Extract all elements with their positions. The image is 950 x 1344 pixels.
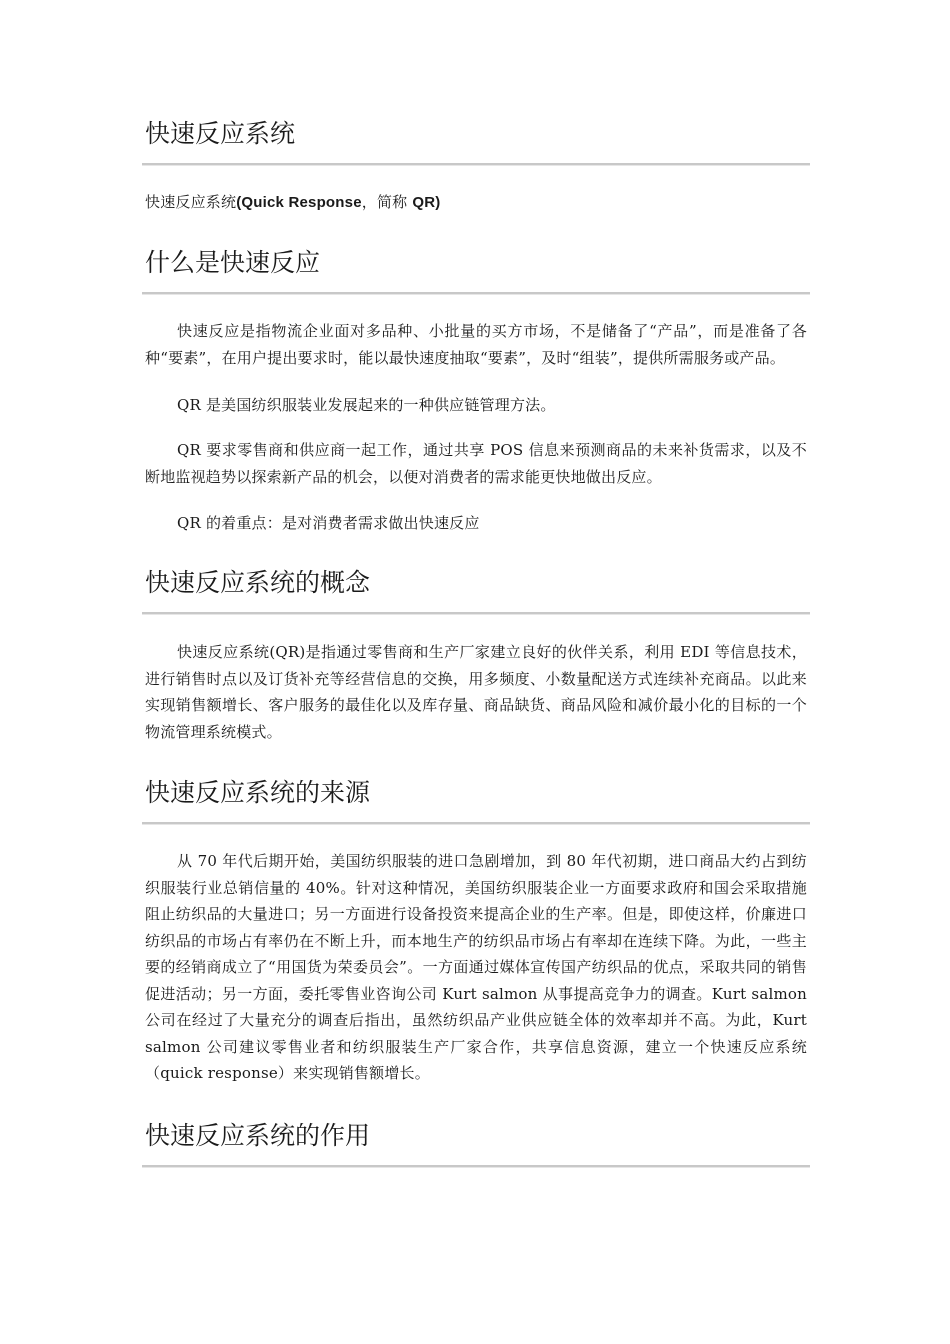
- section-heading-role: 快速反应系统的作用: [145, 1121, 371, 1150]
- paragraph: QR 要求零售商和供应商一起工作，通过共享 POS 信息来预测商品的未来补货需求，以及不断地监视趋势以探索新产品的机会，以便对消费者的需求能更快地做出反应。: [145, 441, 807, 486]
- section-divider: [142, 1165, 810, 1168]
- section-heading-origin: 快速反应系统的来源: [145, 778, 371, 807]
- title-divider: [142, 163, 810, 166]
- paragraph: QR 是美国纺织服装业发展起来的一种供应链管理方法。: [177, 396, 556, 414]
- paragraph: 快速反应是指物流企业面对多品种、小批量的买方市场，不是储备了“产品”，而是准备了各种“要素”，在用户提出要求时，能以最快速度抽取“要素”，及时“组装”，提供所需服务或产品。: [145, 322, 807, 367]
- paragraph: 从 70 年代后期开始，美国纺织服装的进口急剧增加，到 80 年代初期，进口商品大约占到纺织服装行业总销信量的 40%。针对这种情况，美国纺织服装企业一方面要求政府和国会采取措施阻止纺织品的大量进口；另一方面进行设备投资来提高企业的生产率。但是，即使这样，价廉进口纺织品的市场占有率仍在不断上升，而本地生产的纺织品市场占有率却在连续下降。为此，一些主要的经销商成立了“用国货为荣委员会”。一方面通过媒体宣传国产纺织品的优点，采取共同的销售促进活动；另一方面，委托零售业咨询公司 Kurt salmon 从事提高竞争力的调查。Kurt salmon 公司在经过了大量充分的调查后指出，虽然纺织品产业供应链全体的效率却并不高。为此，Kurt salmon 公司建议零售业者和纺织服装生产厂家合作，共享信息资源，建立一个快速反应系统（quick response）来实现销售额增长。: [145, 852, 807, 1082]
- subtitle-term: (Quick Response: [236, 194, 362, 211]
- paragraph: QR 的着重点：是对消费者需求做出快速反应: [177, 514, 480, 532]
- section-heading-what-is-qr: 什么是快速反应: [145, 248, 321, 277]
- subtitle-mid: ，简称: [361, 193, 413, 211]
- subtitle-line: [145, 189, 807, 217]
- subtitle-pre: 快速反应系统: [145, 193, 237, 211]
- page-title: 快速反应系统: [145, 119, 296, 148]
- subtitle-abbr: QR): [412, 194, 441, 211]
- paragraph: 快速反应系统(QR)是指通过零售商和生产厂家建立良好的伙伴关系，利用 EDI 等信息技术，进行销售时点以及订货补充等经营信息的交换，用多频度、小数量配送方式连续补充商品。以此来实现销售额增长、客户服务的最佳化以及库存量、商品缺货、商品风险和减价最小化的目标的一个物流管理系统模式。: [145, 643, 807, 741]
- section-heading-concept: 快速反应系统的概念: [145, 568, 371, 597]
- section-divider: [142, 822, 810, 825]
- section-divider: [142, 292, 810, 295]
- section-divider: [142, 612, 810, 615]
